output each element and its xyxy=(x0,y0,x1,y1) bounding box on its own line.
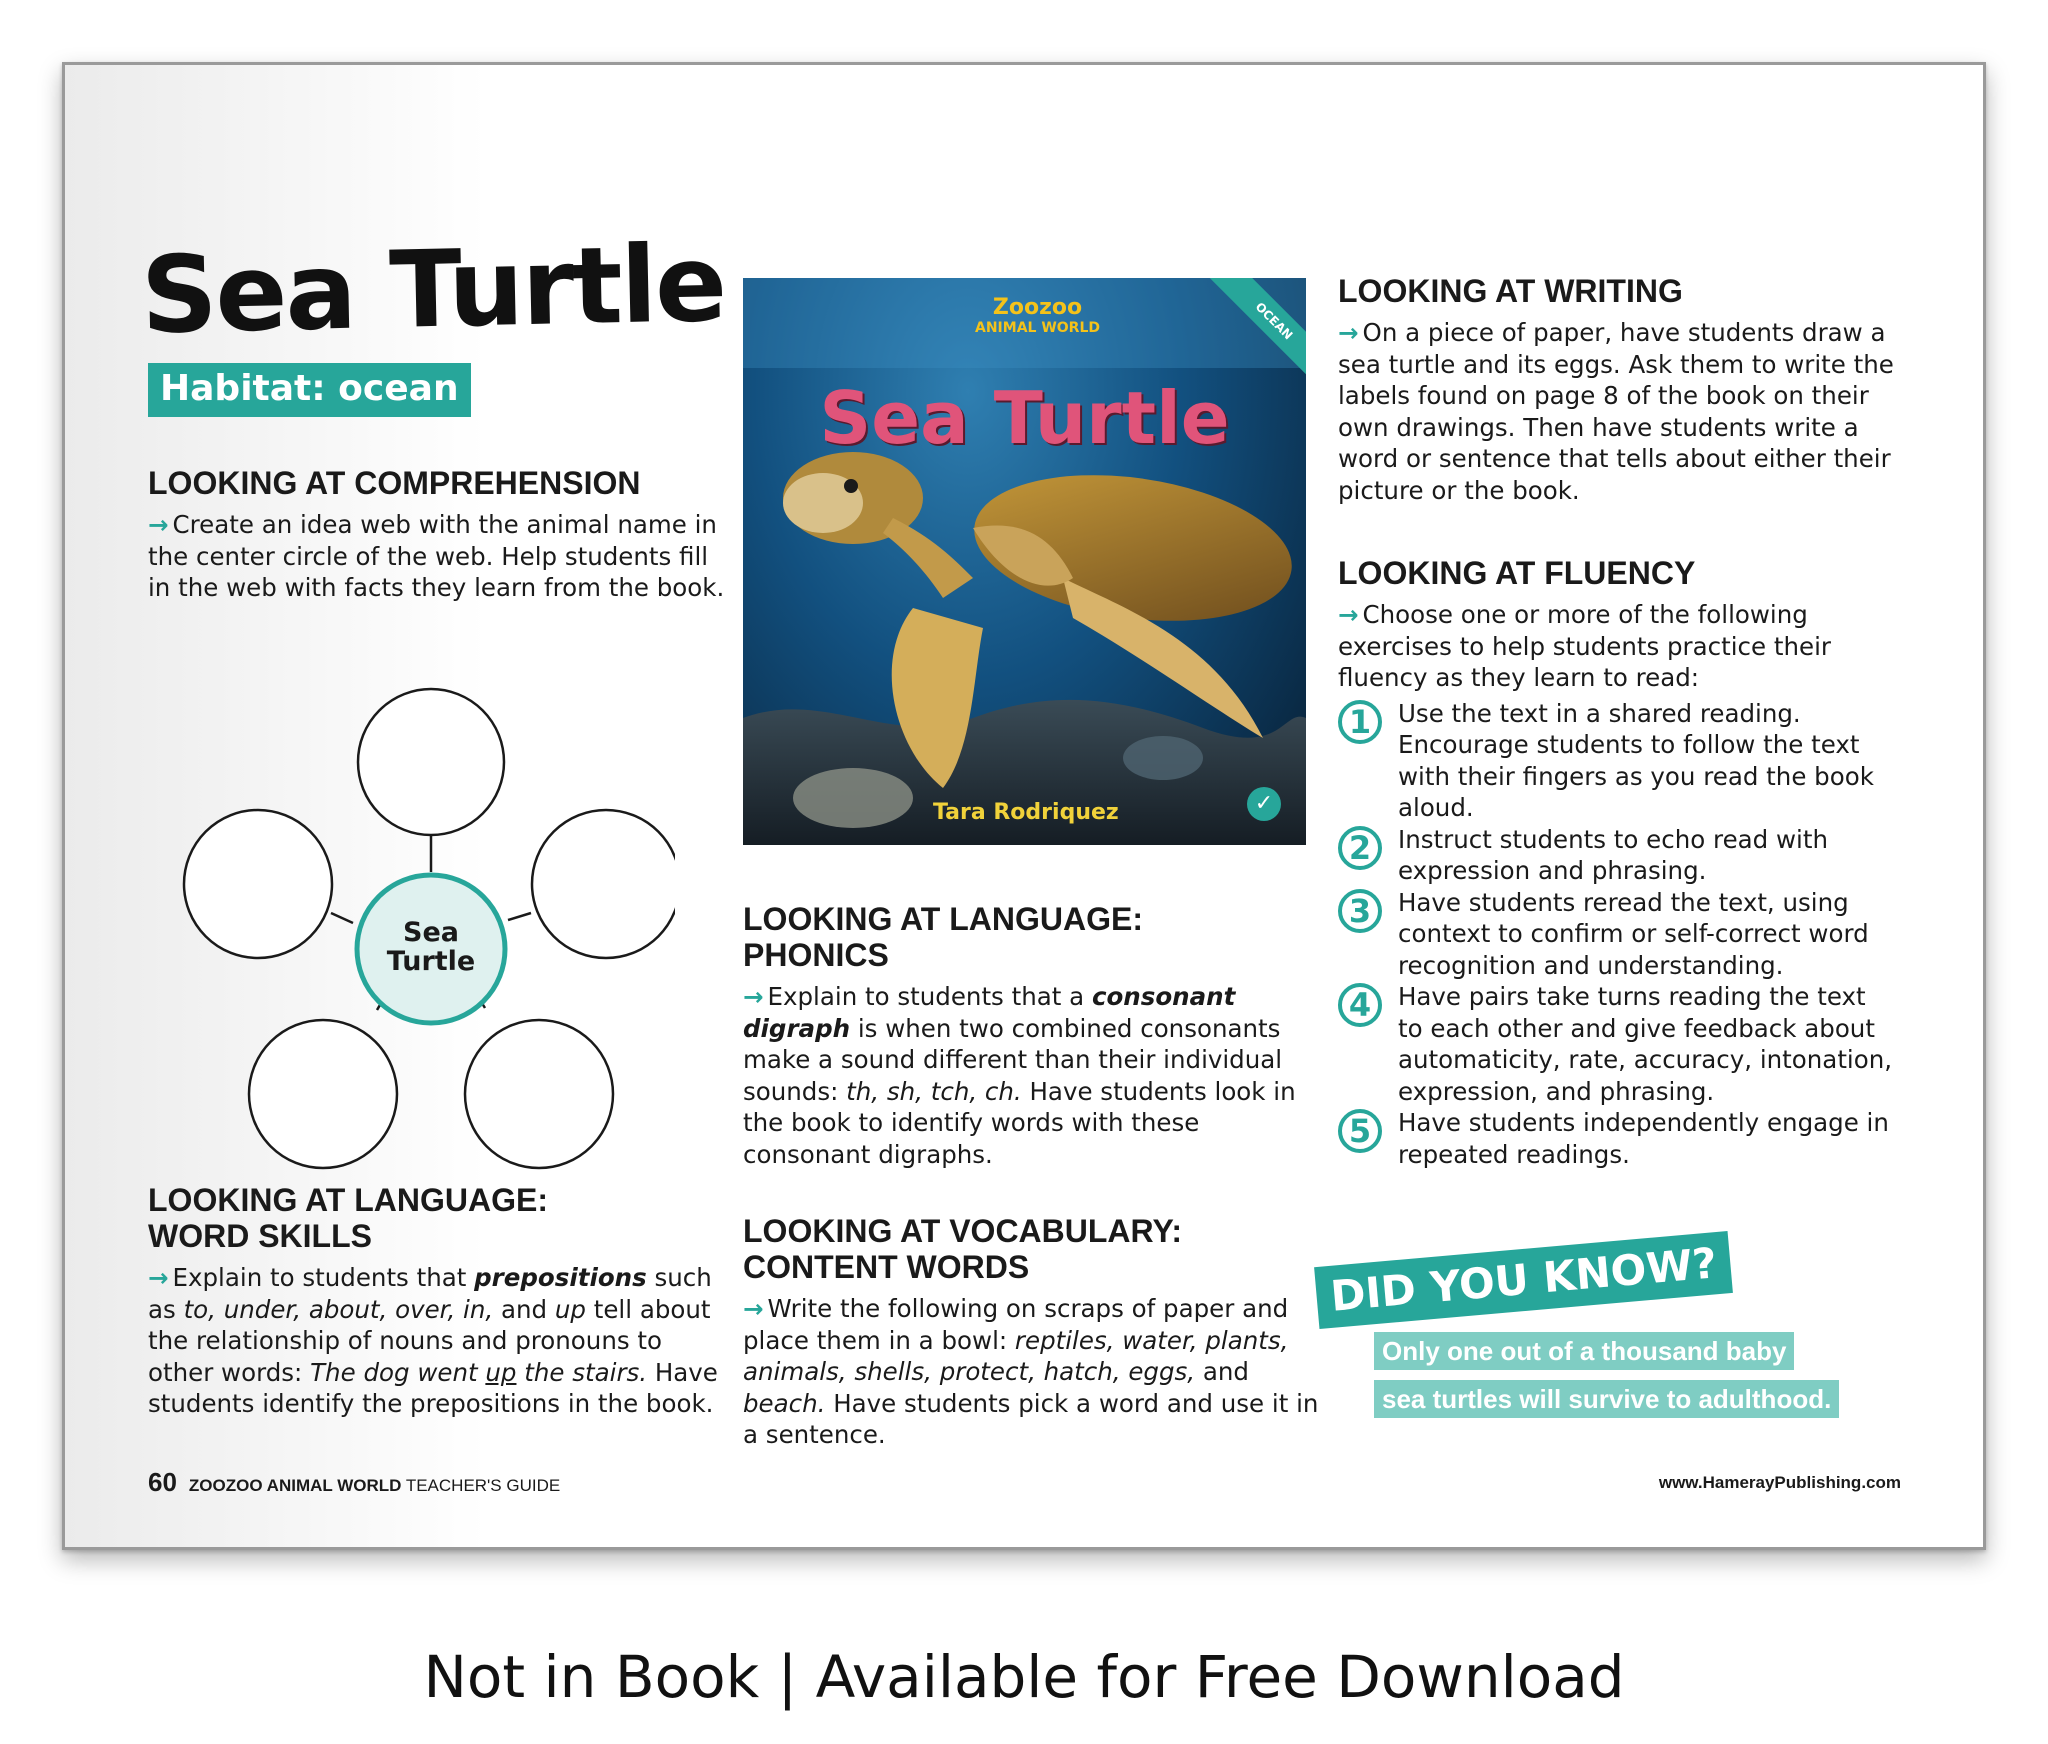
footer-brand: ZOOZOO ANIMAL WORLD xyxy=(188,1476,402,1495)
page-number: 60 xyxy=(148,1467,177,1497)
writing-text: → On a piece of paper, have students draw a sea turtle and its eggs. Ask them to write the labels found on page 8 of the book on their own drawings. Then have students write a word or sentence that tells about either their picture or the book. xyxy=(1338,318,1894,505)
habitat-badge: Habitat: ocean xyxy=(148,363,471,417)
fluency-intro: → Choose one or more of the following exercises to help students practice their fluency as they learn to read: xyxy=(1338,600,1831,692)
page-footer-left xyxy=(148,1467,560,1498)
fluency-item: 4 Have pairs take turns reading the text to each other and give feedback about automaticity, rate, accuracy, intonation, expression, and phrasing. xyxy=(1338,981,1918,1107)
web-fact-circle xyxy=(532,810,675,958)
fluency-item: 3 Have students reread the text, using context to confirm or self-correct word recognition and understanding. xyxy=(1338,887,1918,982)
web-fact-circle xyxy=(249,1020,397,1168)
cover-brand-logo: Zoozoo ANIMAL WORLD xyxy=(975,295,1100,336)
arrow-right-icon: → xyxy=(1338,318,1359,347)
number-badge-icon: 1 xyxy=(1338,700,1382,744)
arrow-right-icon: → xyxy=(743,982,764,1011)
book-cover-image xyxy=(743,278,1306,845)
fluency-item: 1 Use the text in a shared reading. Encourage students to follow the text with their fingers as you read the book aloud. xyxy=(1338,698,1918,824)
word-skills-heading: LOOKING AT LANGUAGE: WORD SKILLS xyxy=(148,1182,548,1254)
fluency-heading: LOOKING AT FLUENCY xyxy=(1338,555,1696,591)
fluency-list xyxy=(1338,698,1918,1171)
did-you-know-fact xyxy=(1374,1332,1839,1418)
web-connector xyxy=(331,913,353,923)
footer-url-link[interactable]: www.HamerayPublishing.com xyxy=(1658,1473,1901,1492)
footer-guide: TEACHER'S GUIDE xyxy=(405,1476,561,1495)
cover-title: Sea Turtle xyxy=(819,376,1230,460)
writing-heading: LOOKING AT WRITING xyxy=(1338,273,1683,309)
arrow-right-icon: → xyxy=(743,1294,764,1323)
page-title: Sea Turtle xyxy=(139,221,727,358)
number-badge-icon: 2 xyxy=(1338,826,1382,870)
did-you-know-badge: DID YOU KNOW? xyxy=(1314,1231,1733,1329)
vocabulary-heading: LOOKING AT VOCABULARY: CONTENT WORDS xyxy=(743,1213,1183,1285)
web-center-label: Turtle xyxy=(386,946,476,977)
vocabulary-text: → Write the following on scraps of paper and place them in a bowl: reptiles, water, plants, animals, shells, protect, hatch, eggs, and beach. Have students pick a word and use it in a sentence. xyxy=(743,1294,1319,1449)
writing-section xyxy=(1338,273,1918,506)
cover-author: Tara Rodriquez xyxy=(933,800,1119,825)
phonics-heading: LOOKING AT LANGUAGE: PHONICS xyxy=(743,901,1143,973)
fluency-item: 5 Have students independently engage in repeated readings. xyxy=(1338,1107,1918,1170)
web-center-label: Sea xyxy=(403,917,459,948)
comprehension-section xyxy=(148,465,728,604)
web-connector xyxy=(508,913,531,920)
number-badge-icon: 5 xyxy=(1338,1109,1382,1153)
web-fact-circle xyxy=(184,810,332,958)
fact-line: sea turtles will survive to adulthood. xyxy=(1374,1380,1839,1418)
phonics-text: → Explain to students that a consonant digraph is when two combined consonants make a sound different than their individual sounds: th, sh, tch, ch. Have students look in the book to identify words with these consonant digraphs. xyxy=(743,982,1296,1169)
fluency-item: 2 Instruct students to echo read with expression and phrasing. xyxy=(1338,824,1918,887)
idea-web-diagram xyxy=(165,620,675,1180)
web-fact-circle xyxy=(465,1020,613,1168)
phonics-section xyxy=(743,901,1323,1170)
download-caption: Not in Book | Available for Free Download xyxy=(423,1643,1625,1711)
number-badge-icon: 3 xyxy=(1338,889,1382,933)
arrow-right-icon: → xyxy=(148,510,169,539)
word-skills-text: → Explain to students that prepositions such as to, under, about, over, in, and up tell about the relationship of nouns and pronouns to other words: The dog went up the stairs. Have students identify the prepositions in the book. xyxy=(148,1263,718,1418)
cover-habitat-banner: OCEAN xyxy=(1207,278,1306,388)
comprehension-text: → Create an idea web with the animal name in the center circle of the web. Help students fill in the web with facts they learn from the book. xyxy=(148,510,725,602)
checkmark-icon: ✓ xyxy=(1247,787,1281,821)
sea-turtle-photo xyxy=(743,278,1306,845)
comprehension-heading: LOOKING AT COMPREHENSION xyxy=(148,465,641,501)
word-skills-section xyxy=(148,1182,728,1420)
number-badge-icon: 4 xyxy=(1338,983,1382,1027)
arrow-right-icon: → xyxy=(1338,600,1359,629)
guide-page xyxy=(62,62,1986,1550)
fact-line: Only one out of a thousand baby xyxy=(1374,1332,1794,1370)
fluency-section xyxy=(1338,555,1918,1170)
web-fact-circle xyxy=(358,689,504,835)
vocabulary-section xyxy=(743,1213,1323,1451)
arrow-right-icon: → xyxy=(148,1263,169,1292)
